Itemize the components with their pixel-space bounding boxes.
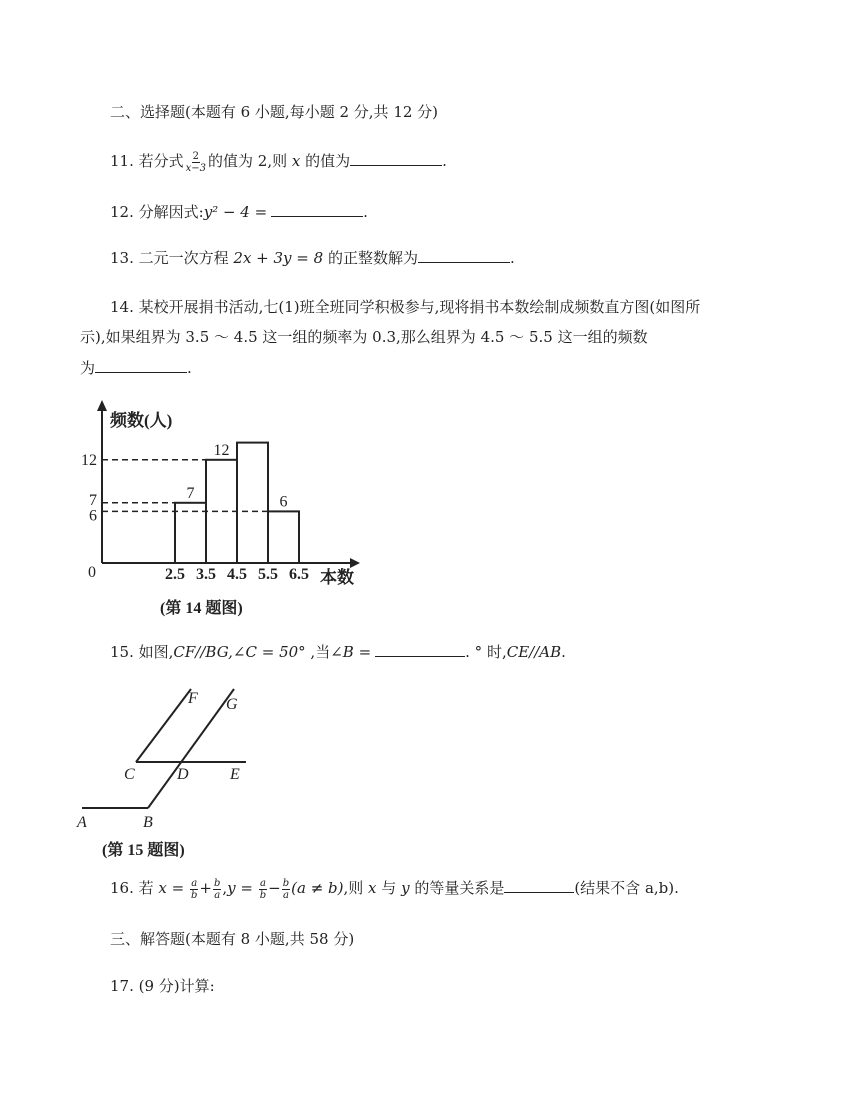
q13-answer-blank[interactable] — [418, 246, 510, 263]
q11-denominator: x−3 — [185, 162, 207, 174]
q15-mid-text: ,当 — [305, 643, 331, 661]
q14-answer-blank[interactable] — [95, 356, 187, 373]
q16-condition: (a ≠ b) — [291, 879, 344, 897]
x-tick-label: 2.5 — [165, 566, 185, 583]
x-tick-label: 4.5 — [227, 566, 247, 583]
section-3-heading: 三、解答题(本题有 8 小题,共 58 分) — [110, 930, 355, 948]
q15-period: . — [561, 643, 566, 661]
q11-numerator: 2 — [192, 150, 199, 162]
label-g: G — [226, 696, 238, 713]
bar-data-label: 12 — [213, 441, 230, 459]
histogram-bar — [175, 503, 206, 563]
q16-frac-a-over-b-2 — [259, 878, 267, 901]
q12-text: 12. 分解因式: — [110, 203, 204, 221]
question-14-line-2: 示),如果组界为 3.5 ～ 4.5 这一组的频率为 0.3,那么组界为 4.5 ～ 5.5 这一组的频数 — [80, 328, 648, 346]
q13-period: . — [509, 249, 515, 267]
y-axis-label: 频数(人) — [110, 411, 173, 430]
q11-fraction — [185, 151, 207, 174]
q16-frac2-den: a — [214, 889, 221, 901]
geometry-figure-15 — [70, 683, 280, 863]
x-tick-label: 5.5 — [258, 566, 278, 583]
q16-x-equals: x = — [158, 879, 189, 897]
q12-answer-blank[interactable] — [271, 200, 363, 217]
y-tick-label: 6 — [89, 507, 97, 525]
q16-frac-b-over-a — [213, 878, 221, 901]
q11-answer-blank[interactable] — [350, 149, 442, 166]
origin-label: 0 — [88, 564, 96, 581]
q11-post-text: 的值为 — [300, 152, 351, 170]
y-tick-label: 12 — [81, 451, 97, 469]
q16-x: x — [368, 879, 377, 897]
q13-text: 13. 二元一次方程 — [110, 249, 234, 267]
q15-post-text: . ° 时, — [465, 643, 507, 661]
x-axis-label: 本数 — [320, 568, 354, 587]
q16-frac4-den: a — [282, 889, 289, 901]
q14-period: . — [187, 359, 192, 377]
q12-period: . — [363, 203, 368, 221]
q16-frac2-num: b — [213, 877, 221, 889]
label-f: F — [188, 690, 198, 707]
q16-frac-a-over-b — [190, 878, 198, 901]
q16-frac-b-over-a-2 — [282, 878, 290, 901]
label-e: E — [230, 766, 240, 783]
x-axis-arrow-icon — [350, 558, 360, 568]
section-2-heading: 二、选择题(本题有 6 小题,每小题 2 分,共 12 分) — [110, 103, 439, 121]
question-16 — [110, 876, 679, 901]
y-tick-label: 7 — [89, 491, 97, 509]
q15-angle-b: ∠B = — [330, 643, 372, 661]
histogram-bar — [268, 511, 299, 563]
q16-post-text: 的等量关系是 — [409, 879, 505, 897]
q16-frac1-den: b — [190, 889, 198, 901]
q11-mid-text: 的值为 2,则 — [208, 152, 292, 170]
question-12 — [110, 200, 368, 223]
q15-text: 15. 如图, — [110, 643, 174, 661]
q12-expression: y² − 4 = — [203, 203, 268, 221]
q16-frac3-den: b — [259, 889, 267, 901]
label-a: A — [77, 814, 87, 831]
line-cf — [136, 689, 191, 762]
histogram-bar — [237, 443, 268, 563]
q11-period: . — [442, 152, 447, 170]
q16-answer-blank[interactable] — [504, 876, 574, 893]
q16-frac4-num: b — [282, 877, 290, 889]
histogram-figure-14 — [70, 395, 370, 625]
q16-mid-text: ,则 — [343, 879, 369, 897]
q11-variable: x — [291, 152, 301, 170]
q16-frac3-num: a — [259, 877, 266, 889]
q15-conclusion: CE//AB — [506, 643, 562, 661]
q16-comma: , — [222, 879, 228, 897]
bar-data-label: 7 — [186, 484, 195, 502]
y-axis-arrow-icon — [97, 400, 107, 411]
label-b: B — [143, 814, 153, 831]
q16-and: 与 — [376, 879, 402, 897]
x-tick-label: 6.5 — [289, 566, 309, 583]
question-14-line-1: 14. 某校开展捐书活动,七(1)班全班同学积极参与,现将捐书本数绘制成频数直方图(如图所 — [110, 298, 701, 316]
label-d: D — [177, 766, 189, 783]
q16-note: (结果不含 a,b) — [574, 879, 675, 897]
q11-text: 11. 若分式 — [110, 152, 184, 170]
question-15 — [110, 640, 566, 663]
x-tick-label: 3.5 — [196, 566, 216, 583]
label-c: C — [124, 766, 135, 783]
q13-post-text: 的正整数解为 — [323, 249, 418, 267]
bar-data-label: 6 — [279, 493, 288, 511]
figure-14-caption: (第 14 题图) — [160, 600, 243, 617]
q16-frac1-num: a — [191, 877, 198, 889]
question-11 — [110, 149, 447, 174]
q16-y: y — [401, 879, 410, 897]
q16-plus: + — [199, 879, 212, 897]
q15-condition: CF//BG,∠C = 50° — [173, 643, 306, 661]
q16-y-equals: y = — [227, 879, 258, 897]
q16-text: 16. 若 — [110, 879, 159, 897]
q16-period: . — [674, 879, 679, 897]
figure-15-caption: (第 15 题图) — [102, 842, 185, 859]
q16-minus: − — [268, 879, 281, 897]
question-14-line-3 — [80, 356, 192, 379]
question-17: 17. (9 分)计算: — [110, 977, 215, 995]
q13-equation: 2x + 3y = 8 — [233, 249, 324, 267]
q15-answer-blank[interactable] — [375, 640, 465, 657]
question-13 — [110, 246, 515, 269]
q14-text: 为 — [80, 359, 96, 377]
